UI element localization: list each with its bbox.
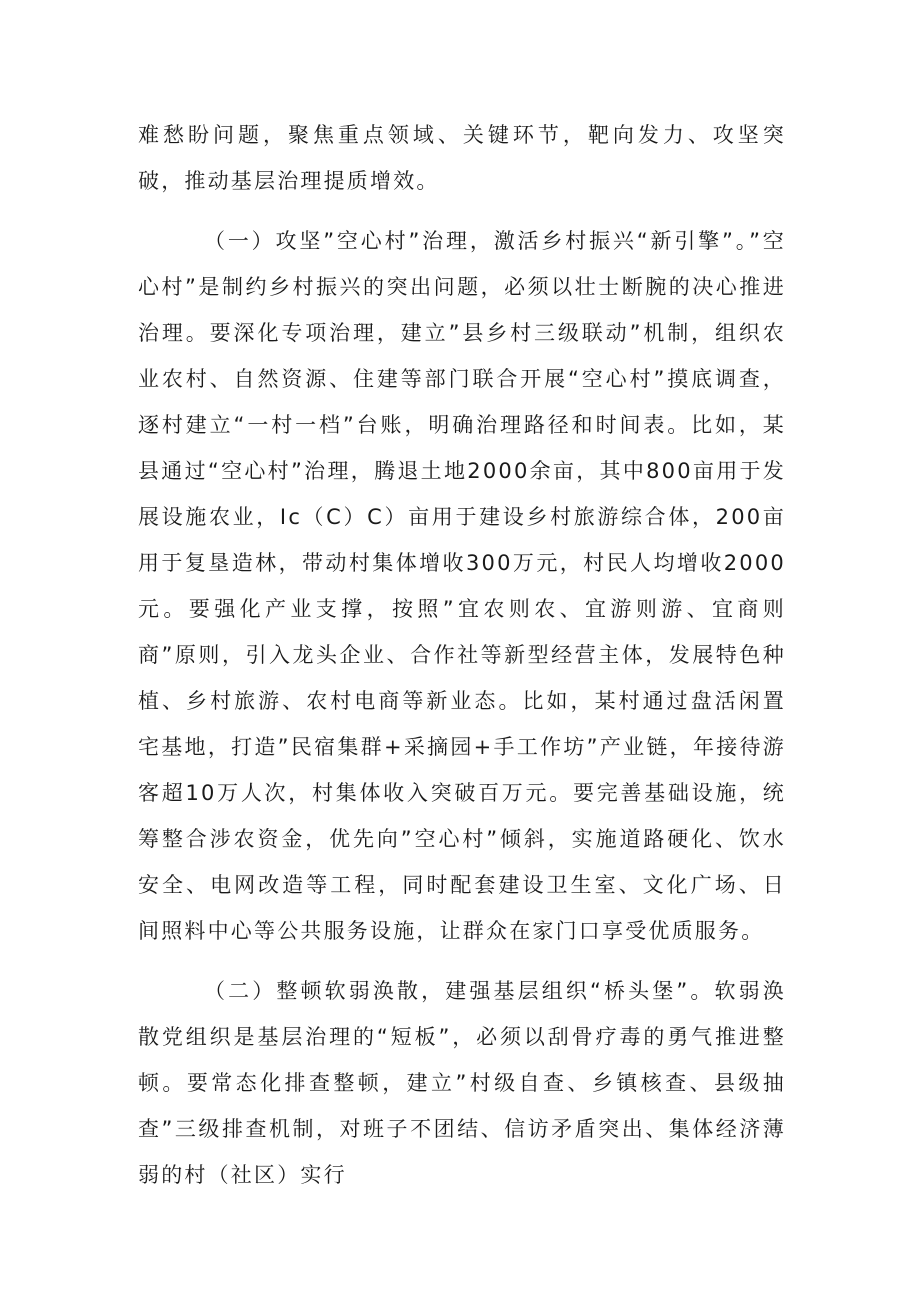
paragraph-section-2: （二）整顿软弱涣散，建强基层组织“桥头堡”。软弱涣散党组织是基层治理的“短板”，必须以刮骨疗毒的勇气推进整顿。要常态化排查整顿，建立”村级自查、乡镇核查、县级抽查”三级排查机制，对班子不团结、信访矛盾突出、集体经济薄弱的村（社区）实行 [138, 979, 786, 1187]
document-page [138, 112, 786, 1212]
paragraph-intro-continuation: 难愁盼问题，聚焦重点领域、关键环节，靶向发力、攻坚突破，推动基层治理提质增效。 [138, 123, 786, 193]
paragraph-section-1: （一）攻坚”空心村”治理，激活乡村振兴“新引擎”。”空心村”是制约乡村振兴的突出问题，必须以壮士断腕的决心推进治理。要深化专项治理，建立”县乡村三级联动”机制，组织农业农村、自然资源、住建等部门联合开展“空心村”摸底调查，逐村建立“一村一档”台账，明确治理路径和时间表。比如，某县通过“空心村”治理，腾退土地2000余亩，其中800亩用于发展设施农业，Ic（C）C）亩用于建设乡村旅游综合体，200亩用于复垦造林，带动村集体增收300万元，村民人均增收2000元。要强化产业支撑，按照”宜农则农、宜游则游、宜商则商”原则，引入龙头企业、合作社等新型经营主体，发展特色种植、乡村旅游、农村电商等新业态。比如，某村通过盘活闲置宅基地，打造”民宿集群+采摘园+手工作坊”产业链，年接待游客超10万人次，村集体收入突破百万元。要完善基础设施，统筹整合涉农资金，优先向”空心村”倾斜，实施道路硬化、饮水安全、电网改造等工程，同时配套建设卫生室、文化广场、日间照料中心等公共服务设施，让群众在家门口享受优质服务。 [138, 229, 786, 943]
